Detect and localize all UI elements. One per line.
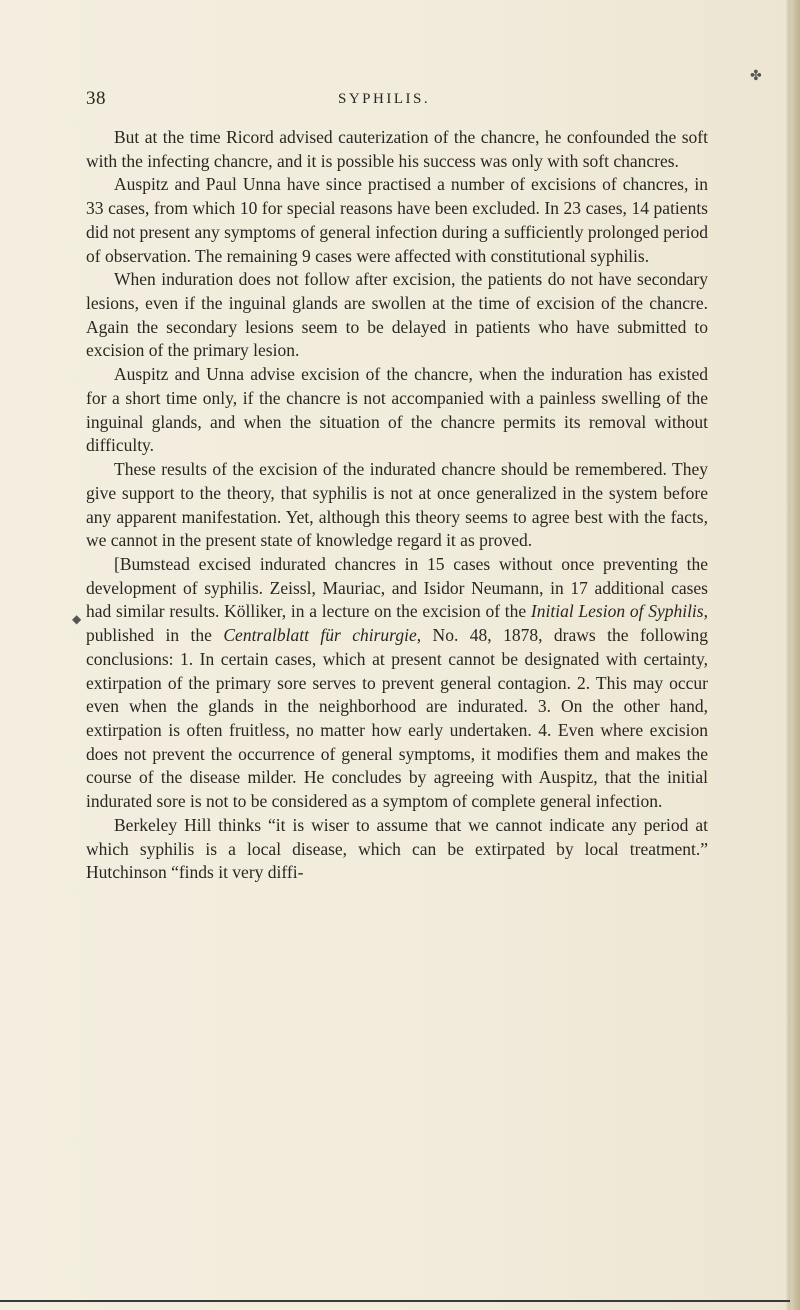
page-edge <box>786 0 800 1310</box>
journal-title: Centralblatt für chirurgie <box>223 625 417 646</box>
bumstead-text-2: , published in the <box>86 601 708 646</box>
stray-print-mark: ✤ <box>750 69 762 84</box>
bumstead-text-1: [Bumstead excised indurated chancres in 15 cases without once preventing the development of syphilis. Zeissl, Mauriac, and Isidor Neumann, in 17 additional cases had similar results. Kölliker, in a lecture on the excision of the <box>86 553 708 622</box>
paragraph-induration: When induration does not follow after excision, the patients do not have secondary lesions, even if the inguinal glands are swollen at the time of excision of the chancre. Again the secondary lesions seem to be delayed in patients who have submitted to excision of the primary lesion. <box>86 269 708 361</box>
running-title: SYPHILIS. <box>338 91 431 107</box>
bumstead-text-3: , No. 48, 1878, draws the following conclusions: 1. In certain cases, which at present cannot be designated with certainty, extirpation of the primary sore serves to prevent general contagion. 2. This may occur even when the glands in the neighborhood are indurated. 3. On the other hand, extirpation is often fruitless, no matter how early undertaken. 4. Even where excision does not prevent the occurrence of general symptoms, it modifies them and makes the course of the disease milder. He concludes by agreeing with Auspitz, that the initial indurated sore is not to be considered as a symptom of complete general infection. <box>86 625 708 812</box>
paragraph-advise-excision: Auspitz and Unna advise excision of the chancre, when the induration has existed for a short time only, if the chancre is not accompanied with a painless swelling of the inguinal glands, and when the situation of the chancre permits its removal without difficulty. <box>86 364 708 456</box>
paragraph-auspitz-unna-cases: Auspitz and Paul Unna have since practised a number of excisions of chancres, in 33 cases, from which 10 for special reasons have been excluded. In 23 cases, 14 patients did not present any symptoms of general infection during a sufficiently prolonged period of observation. The remaining 9 cases were affected with constitutional syphilis. <box>86 174 708 266</box>
page-number: 38 <box>86 88 106 109</box>
paragraph-bumstead <box>86 553 708 814</box>
paragraph-results: These results of the excision of the indurated chancre should be remembered. They give support to the theory, that syphilis is not at once generalized in the system before any apparent manifestation. Yet, although this theory seems to agree best with the facts, we cannot in the present state of knowledge regard it as proved. <box>86 459 708 551</box>
page-header <box>86 88 706 112</box>
bottom-rule <box>0 1300 790 1302</box>
body-text <box>86 126 708 885</box>
margin-print-mark: ◆ <box>72 612 82 626</box>
paragraph-berkeley-hill: Berkeley Hill thinks “it is wiser to assume that we cannot indicate any period at which syphilis is a local disease, which can be extirpated by local treatment.” Hutchinson “finds it very diffi- <box>86 814 708 883</box>
paragraph-ricord: But at the time Ricord advised cauterization of the chancre, he confounded the soft with the infecting chancre, and it is possible his success was only with soft chancres. <box>86 127 708 171</box>
lecture-title: Initial Lesion of Syphilis <box>530 601 704 622</box>
